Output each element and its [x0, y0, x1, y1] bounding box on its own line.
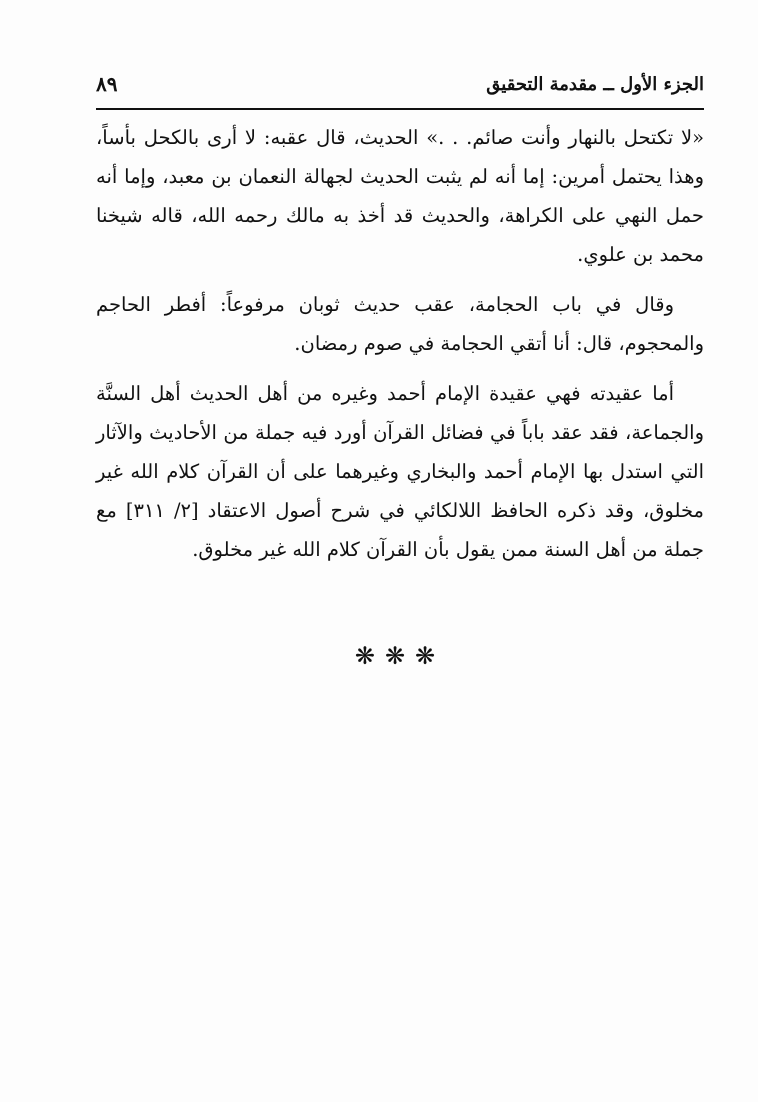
page-header	[96, 72, 704, 106]
running-title: الجزء الأول ــ مقدمة التحقيق	[486, 74, 704, 95]
paragraph-cupping: وقال في باب الحجامة، عقب حديث ثوبان مرفوعاً: أفطر الحاجم والمحجوم، قال: أنا أتقي الحجامة في صوم رمضان.	[96, 293, 704, 355]
section-separator: ❋❋❋	[354, 642, 446, 670]
paragraph-kohl-hadith: «لا تكتحل بالنهار وأنت صائم. . .» الحديث، قال عقبه: لا أرى بالكحل بأساً، وهذا يحتمل أمرين: إما أنه لم يثبت الحديث لجهالة النعمان بن معبد، وإما أنه حمل النهي على الكراهة، والحديث قد أخذ به مالك رحمه الله، قاله شيخنا محمد بن علوي.	[96, 126, 704, 266]
body-text	[96, 118, 704, 580]
header-rule	[96, 108, 704, 110]
page-number: ٨٩	[96, 72, 118, 96]
paragraph-creed: أما عقيدته فهي عقيدة الإمام أحمد وغيره من أهل الحديث أهل السنَّة والجماعة، فقد عقد باباً في فضائل القرآن أورد فيه جملة من الأحاديث والآثار التي استدل بها الإمام أحمد والبخاري وغيرهما على أن القرآن كلام الله غير مخلوق، وقد ذكره الحافظ اللالكائي في شرح أصول الاعتقاد [٢/ ٣١١] مع جملة من أهل السنة ممن يقول بأن القرآن كلام الله غير مخلوق.	[96, 382, 704, 561]
